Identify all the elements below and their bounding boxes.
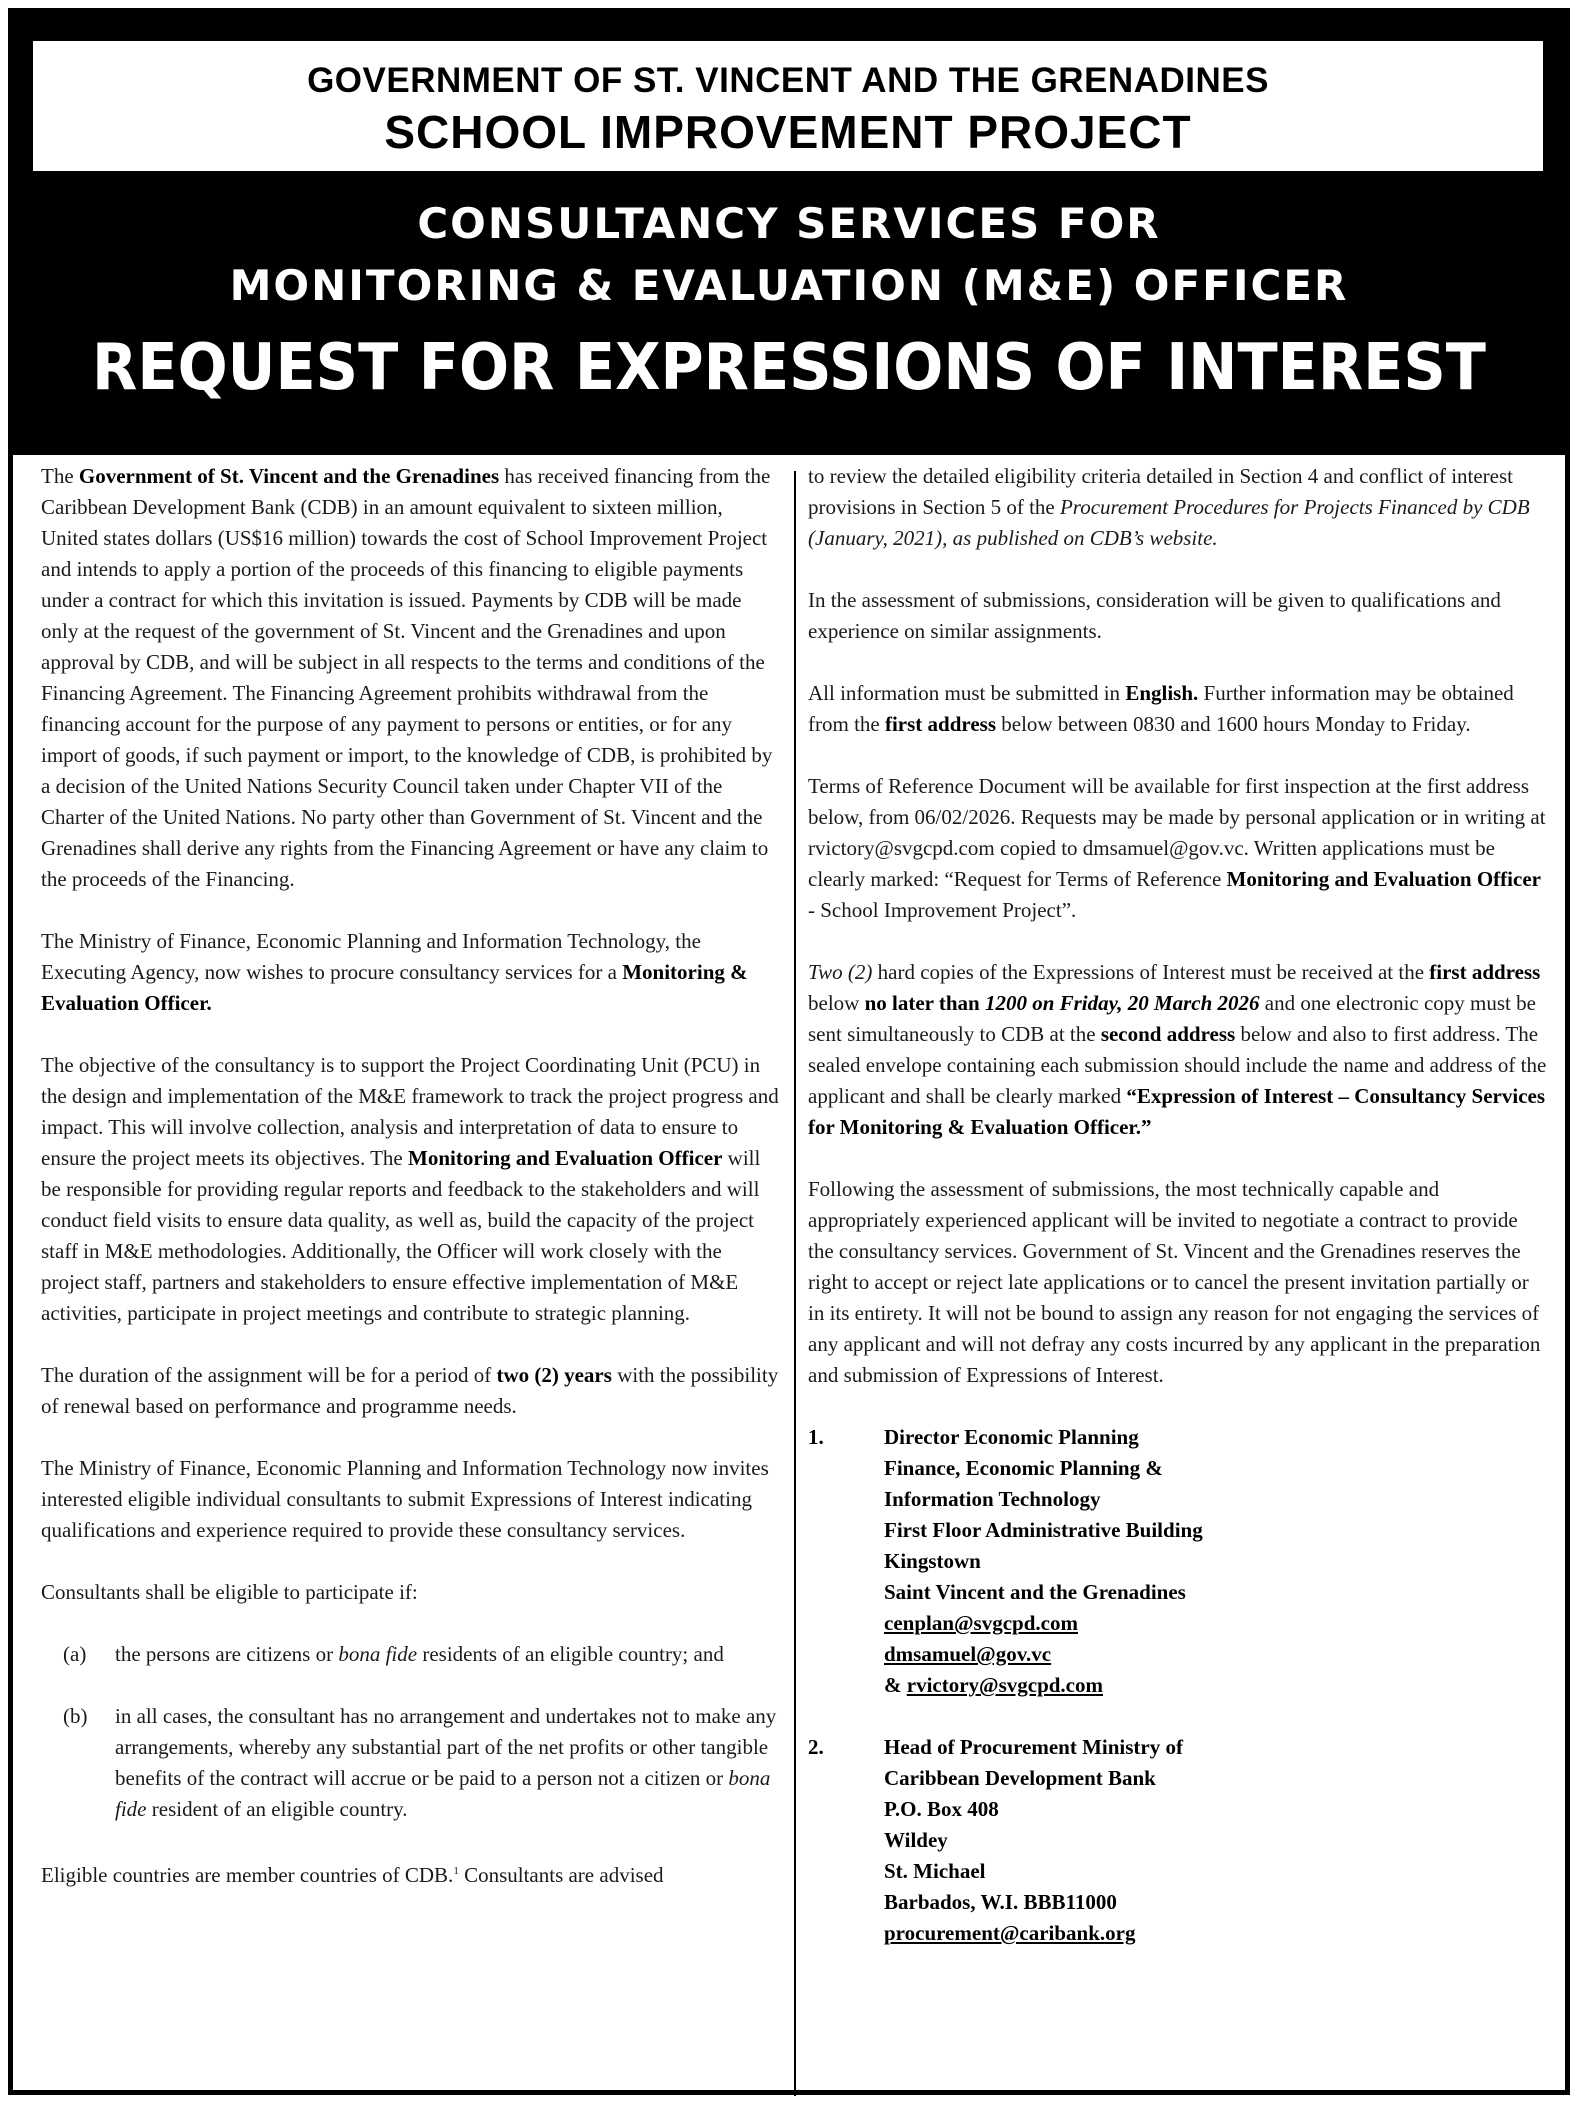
paragraph-eligibility-intro: Consultants shall be eligible to participate if: <box>41 1580 418 1604</box>
paragraph-selection: Following the assessment of submissions, the most technically capable and appropriately experienced applicant will be invited to negotiate a contract to provide the consultancy services. Government of St. Vincent and the Grenadines reserves the right to accept or reject late applications or to cancel the present invitation partially or in its entirety. It will not be bound to assign any reason for not engaging the services of any applicant and will not defray any costs incurred by any applicant in the preparation and submission of Expressions of Interest. <box>808 1177 1541 1387</box>
text-run: hard copies of the Expressions of Interest must be received at the <box>872 960 1430 984</box>
email-link[interactable]: rvictory@svgcpd.com <box>906 1673 1103 1697</box>
text-run: has received financing from the Caribbean Development Bank (CDB) in an amount equivalent to sixteen million, United states dollars (US$16 million) towards the cost of School Improvement Project and intends to apply a portion of the proceeds of this financing to eligible payments under a contract for which this invitation is issued. Payments by CDB will be made only at the request of the government of St. Vincent and the Grenadines and upon approval by CDB, and will be subject in all respects to the terms and conditions of the Financing Agreement. The Financing Agreement prohibits withdrawal from the financing account for the purpose of any payment to persons or entities, or for any import of goods, if such payment or import, to the knowledge of CDB, is prohibited by a decision of the United Nations Security Council taken under Chapter VII of the Charter of the United Nations. No party other than Government of St. Vincent and the Grenadines shall derive any rights from the Financing Agreement or have any claim to the proceeds of the Financing. <box>41 464 773 891</box>
paragraph-financing <box>41 461 781 895</box>
bold-run: two (2) years <box>496 1363 612 1387</box>
bold-run: first address <box>1429 960 1541 984</box>
text-run: Terms of Reference Document will be available for first inspection at the first address below, from 06/02/2026. Requests may be made by personal application or in writing at rvictory@svgcpd.com copied to dmsamuel@gov.vc. Written applications must be clearly marked: “Request for Terms of Reference <box>808 774 1546 891</box>
left-column <box>41 461 781 1891</box>
italic-run: Procurement Procedures for Projects Financed by CDB (January, 2021), as published on CDB’s website. <box>808 495 1530 550</box>
list-item-b <box>41 1701 781 1825</box>
address-line: Saint Vincent and the Grenadines <box>884 1580 1186 1604</box>
address-line: Wildey <box>884 1828 948 1852</box>
list-item-a <box>41 1639 781 1670</box>
address-first <box>808 1422 1548 1701</box>
text-run: will be responsible for providing regular reports and feedback to the stakeholders and will conduct field visits to ensure data quality, as well as, build the capacity of the project staff in M&E methodologies. Additionally, the Officer will work closely with the project staff, partners and stakeholders to ensure effective implementation of M&E activities, participate in project meetings and contribute to strategic planning. <box>41 1146 761 1325</box>
text-run: Consultants are advised <box>458 1863 664 1887</box>
bold-run: English. <box>1125 681 1199 705</box>
text-run: The objective of the consultancy is to support the Project Coordinating Unit (PCU) in the design and implementation of the M&E framework to track the project progress and impact. This will involve collection, analysis and interpretation of data to ensure to ensure the project meets its objectives. The <box>41 1053 779 1170</box>
address-lines <box>884 1732 1183 1949</box>
text-run: Eligible countries are member countries of CDB. <box>41 1863 454 1887</box>
text-run: The duration of the assignment will be for a period of <box>41 1363 497 1387</box>
bold-run: first address <box>884 712 997 736</box>
consultancy-line-2: MONITORING & EVALUATION (M&E) OFFICER <box>229 261 1349 310</box>
rfei-title: REQUEST FOR EXPRESSIONS OF INTEREST <box>92 331 1486 405</box>
text-run: - School Improvement Project”. <box>808 898 1077 922</box>
text-run: the persons are citizens or <box>115 1642 339 1666</box>
address-line: Barbados, W.I. BBB11000 <box>884 1890 1117 1914</box>
paragraph-duration <box>41 1360 781 1422</box>
text-run: The <box>41 464 79 488</box>
paragraph-objective <box>41 1050 781 1329</box>
italic-run: Two (2) <box>808 960 873 984</box>
list-label: (a) <box>63 1642 87 1666</box>
text-run: and one electronic copy must be sent simultaneously to CDB at the <box>808 991 1536 1046</box>
list-label: (b) <box>63 1704 88 1728</box>
email-link[interactable]: dmsamuel@gov.vc <box>884 1642 1052 1666</box>
bold-run: no later than <box>864 991 985 1015</box>
address-line: St. Michael <box>884 1859 986 1883</box>
paragraph-terms-of-reference <box>808 771 1548 926</box>
address-line: Finance, Economic Planning & <box>884 1456 1163 1480</box>
address-line: First Floor Administrative Building <box>884 1518 1203 1542</box>
italic-run: bona fide <box>338 1642 418 1666</box>
address-lines <box>884 1422 1203 1701</box>
address-line: Director Economic Planning <box>884 1425 1139 1449</box>
text-run: below between 0830 and 1600 hours Monday to Friday. <box>996 712 1471 736</box>
address-number: 2. <box>808 1735 824 1759</box>
address-number: 1. <box>808 1425 824 1449</box>
text-run: with the possibility of renewal based on performance and programme needs. <box>41 1363 779 1418</box>
address-second <box>808 1732 1548 1949</box>
text-run: All information must be submitted in <box>808 681 1126 705</box>
column-divider <box>794 471 796 2096</box>
bold-run: “Expression of Interest – Consultancy Services for Monitoring & Evaluation Officer.” <box>808 1084 1546 1139</box>
bold-run: Monitoring and Evaluation Officer <box>408 1146 723 1170</box>
bold-run: Monitoring and Evaluation Officer <box>1226 867 1541 891</box>
paragraph-submission <box>808 957 1548 1143</box>
address-line: Head of Procurement Ministry of <box>884 1735 1183 1759</box>
consultancy-line-1: CONSULTANCY SERVICES FOR <box>417 199 1161 248</box>
text-run: Further information may be obtained from the <box>808 681 1514 736</box>
bold-run: second address <box>1100 1022 1236 1046</box>
email-link[interactable]: procurement@caribank.org <box>884 1921 1136 1945</box>
header-title-box <box>33 41 1543 171</box>
project-title: SCHOOL IMPROVEMENT PROJECT <box>384 106 1192 158</box>
advertisement-frame <box>8 8 1570 2095</box>
italic-run: bona fide <box>115 1766 771 1821</box>
text-run: below <box>808 991 865 1015</box>
footnote-marker: 1 <box>453 1865 459 1877</box>
address-line: Kingstown <box>884 1549 981 1573</box>
paragraph-executing-agency <box>41 926 781 1019</box>
text-run: residents of an eligible country; and <box>417 1642 724 1666</box>
text-run: The Ministry of Finance, Economic Planning and Information Technology, the Executing Agency, now wishes to procure consultancy services for a <box>41 929 701 984</box>
paragraph-eligible-countries <box>41 1856 781 1891</box>
paragraph-assessment: In the assessment of submissions, consideration will be given to qualifications and experience on similar assignments. <box>808 588 1501 643</box>
text-run: to review the detailed eligibility criteria detailed in Section 4 and conflict of interest provisions in Section 5 of the <box>808 464 1514 519</box>
ampersand: & <box>884 1673 907 1697</box>
list-text <box>115 1639 781 1670</box>
email-link[interactable]: cenplan@svgcpd.com <box>884 1611 1078 1635</box>
bold-run: Government of St. Vincent and the Grenadines <box>78 464 500 488</box>
bold-run: Monitoring & Evaluation Officer. <box>41 960 748 1015</box>
text-run: resident of an eligible country. <box>146 1797 408 1821</box>
paragraph-language <box>808 678 1548 740</box>
list-text <box>115 1701 781 1825</box>
right-column <box>808 461 1548 1980</box>
address-line: Caribbean Development Bank <box>884 1766 1156 1790</box>
paragraph-invitation: The Ministry of Finance, Economic Planning and Information Technology now invites interested eligible individual consultants to submit Expressions of Interest indicating qualifications and experience required to provide these consultancy services. <box>41 1456 769 1542</box>
deadline-run: 1200 on Friday, 20 March 2026 <box>984 991 1260 1015</box>
address-line: Information Technology <box>884 1487 1101 1511</box>
address-line: P.O. Box 408 <box>884 1797 999 1821</box>
consultancy-title <box>13 193 1565 317</box>
government-title: GOVERNMENT OF ST. VINCENT AND THE GRENADINES <box>307 61 1269 100</box>
text-run: in all cases, the consultant has no arrangement and undertakes not to make any arrangements, whereby any substantial part of the net profits or other tangible benefits of the contract will accrue or be paid to a person not a citizen or <box>115 1704 777 1790</box>
header-banner <box>13 13 1565 455</box>
text-run: below and also to first address. The sealed envelope containing each submission should include the name and address of the applicant and shall be clearly marked <box>808 1022 1547 1108</box>
paragraph-eligibility-criteria <box>808 461 1548 554</box>
